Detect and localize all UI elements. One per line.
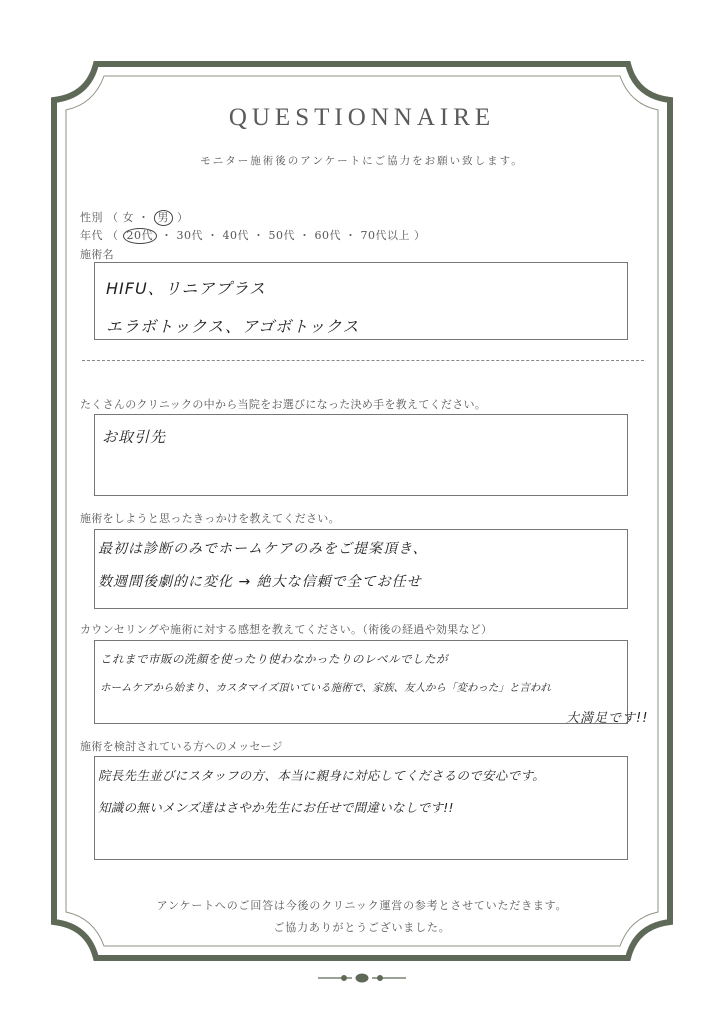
age-option-70s-plus: 70代以上 — [360, 229, 410, 242]
answer-4-line-2: 知識の無いメンズ達はさやか先生にお任せで間違いなしです!! — [98, 800, 454, 815]
page-title: QUESTIONNAIRE — [228, 104, 496, 131]
answer-1-line-1: お取引先 — [102, 428, 167, 446]
question-1: たくさんのクリニックの中から当院をお選びになった決め手を教えてください。 — [80, 398, 487, 411]
gender-option-female: 女 — [122, 211, 134, 224]
treatment-line-1: HIFU、リニアプラス — [106, 279, 266, 298]
question-4: 施術を検討されている方へのメッセージ — [80, 740, 283, 753]
gender-close-paren: ） — [177, 211, 189, 224]
answer-3-line-3: 大満足です!! — [566, 711, 649, 726]
answer-1-box — [94, 414, 628, 496]
footer-ornament — [318, 974, 406, 982]
age-option-30s: 30代 — [176, 229, 203, 242]
age-option-20s-circled: 20代 — [123, 228, 158, 244]
answer-3-line-1: これまで市販の洗顔を使ったり使わなかったりのレベルでしたが — [100, 652, 448, 666]
answer-3-line-2: ホームケアから始まり、カスタマイズ頂いている施術で、家族、友人から「変わった」と言われ — [100, 682, 551, 694]
question-3: カウンセリングや施術に対する感想を教えてください。（術後の経過や効果など） — [80, 623, 493, 636]
section-divider — [82, 360, 644, 361]
age-label: 年代 — [80, 229, 103, 242]
gender-label: 性別 — [80, 211, 103, 224]
age-option-50s: 50代 — [268, 229, 295, 242]
answer-4-line-1: 院長先生並びにスタッフの方、本当に親身に対応してくださるので安心です。 — [98, 768, 546, 783]
age-option-40s: 40代 — [222, 229, 249, 242]
footer-line-2: ご協力ありがとうございました。 — [273, 921, 451, 934]
treatment-line-2: エラボトックス、アゴボトックス — [106, 317, 360, 336]
gender-option-male-circled: 男 — [154, 210, 174, 226]
gender-separator: ・ — [138, 211, 150, 224]
question-2: 施術をしようと思ったきっかけを教えてください。 — [80, 512, 340, 525]
age-row: 年代 （ 20代 ・ 30代 ・ 40代 ・ 50代 ・ 60代 ・ 70代以上 ） — [80, 229, 426, 242]
answer-2-line-1: 最初は診断のみでホームケアのみをご提案頂き、 — [98, 541, 428, 557]
gender-open-paren: （ — [107, 211, 119, 224]
page-subtitle: モニター施術後のアンケートにご協力をお願い致します。 — [200, 155, 524, 167]
gender-row — [80, 209, 189, 226]
age-option-60s: 60代 — [314, 229, 341, 242]
treatment-label: 施術名 — [80, 248, 114, 261]
footer-line-1: アンケートへのご回答は今後のクリニック運営の参考とさせていただきます。 — [156, 899, 568, 912]
answer-2-line-2: 数週間後劇的に変化 → 絶大な信頼で全てお任せ — [98, 574, 422, 590]
